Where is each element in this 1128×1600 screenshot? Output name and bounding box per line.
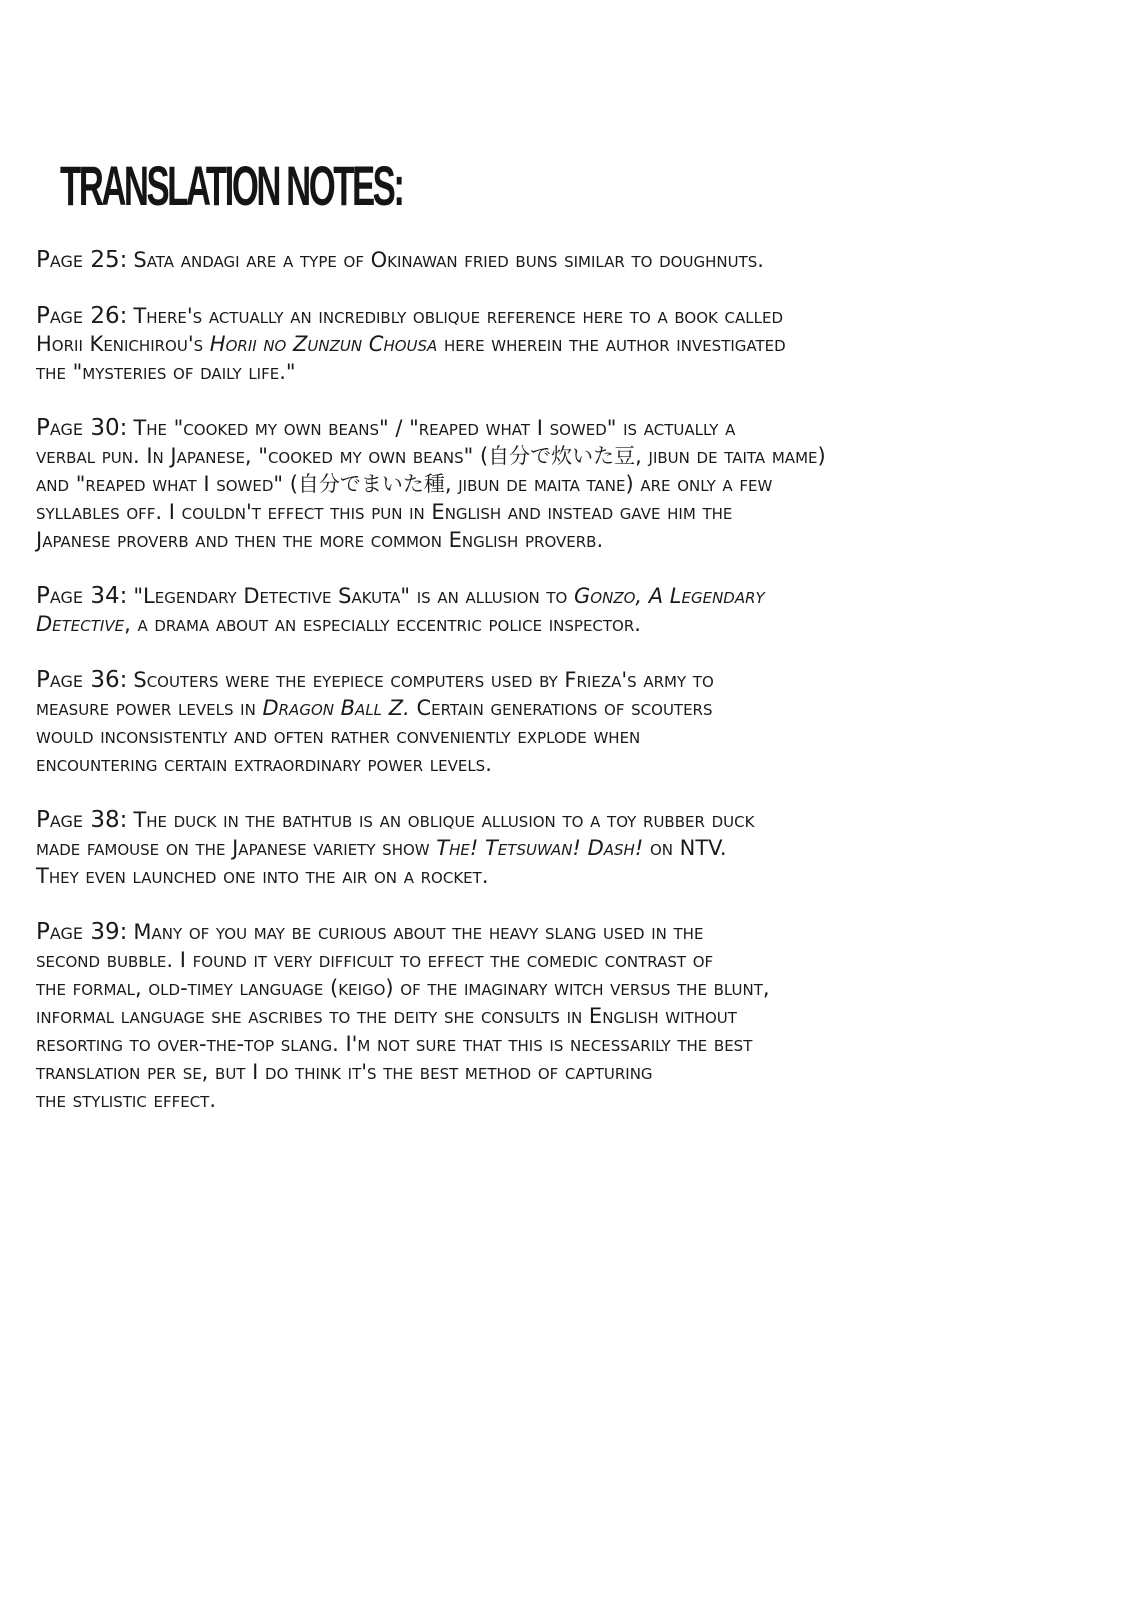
note-page-label: Page 36: <box>36 667 128 693</box>
note-line <box>36 1030 966 1058</box>
note-line <box>36 414 966 442</box>
note-line <box>36 526 966 554</box>
translation-note <box>36 302 966 386</box>
note-line <box>36 666 966 694</box>
note-title-reference: Detective <box>36 612 125 636</box>
note-text: second bubble. I found it very difficult to effect the comedic contrast of <box>36 948 714 972</box>
note-page-label: Page 26: <box>36 303 128 329</box>
note-text: The duck in the bathtub is an oblique allusion to a toy rubber duck <box>133 808 755 832</box>
note-text: , a drama about an especially eccentric police inspector. <box>124 612 641 636</box>
note-line <box>36 862 966 890</box>
note-text: There's actually an incredibly oblique reference here to a book called <box>133 304 784 328</box>
note-page-label: Page 34: <box>36 583 128 609</box>
note-text: The "cooked my own beans" / "reaped what I sowed" is actually a <box>133 416 736 440</box>
note-title-reference: The! Tetsuwan! Dash! <box>436 836 644 860</box>
translation-note <box>36 806 966 890</box>
note-text: informal language she ascribes to the deity she consults in English without <box>36 1004 737 1028</box>
note-line <box>36 1002 966 1030</box>
note-text: "Legendary Detective Sakuta" is an allusion to <box>133 584 575 608</box>
translation-note <box>36 582 966 638</box>
page-title: TRANSLATION NOTES: <box>60 154 403 217</box>
note-text: verbal pun. In Japanese, "cooked my own beans" (自分で炊いた豆, jibun de taita mame) <box>36 444 826 468</box>
translation-note <box>36 246 966 274</box>
note-line <box>36 442 966 470</box>
note-page-label: Page 30: <box>36 415 128 441</box>
note-text: the stylistic effect. <box>36 1088 217 1112</box>
note-line <box>36 750 966 778</box>
note-text: measure power levels in <box>36 696 263 720</box>
note-text: Many of you may be curious about the heavy slang used in the <box>133 920 704 944</box>
note-text: Certain generations of scouters <box>409 696 713 720</box>
note-line <box>36 1086 966 1114</box>
note-title-reference: Dragon Ball Z. <box>262 696 410 720</box>
note-line <box>36 694 966 722</box>
note-line <box>36 918 966 946</box>
translation-note <box>36 414 966 554</box>
note-line <box>36 330 966 358</box>
note-line <box>36 610 966 638</box>
note-text: the formal, old-timey language (keigo) of the imaginary witch versus the blunt, <box>36 976 770 1000</box>
note-page-label: Page 38: <box>36 807 128 833</box>
note-line <box>36 246 966 274</box>
note-line <box>36 834 966 862</box>
note-line <box>36 302 966 330</box>
note-text: translation per se, but I do think it's the best method of capturing <box>36 1060 653 1084</box>
note-line <box>36 806 966 834</box>
note-text: Japanese proverb and then the more common English proverb. <box>36 528 604 552</box>
note-line <box>36 722 966 750</box>
note-text: They even launched one into the air on a rocket. <box>36 864 489 888</box>
note-title-reference: Horii no Zunzun Chousa <box>209 332 438 356</box>
note-line <box>36 946 966 974</box>
translation-note <box>36 666 966 778</box>
note-text: Scouters were the eyepiece computers used by Frieza's army to <box>133 668 714 692</box>
note-text: made famouse on the Japanese variety show <box>36 836 437 860</box>
translation-note <box>36 918 966 1114</box>
note-text: would inconsistently and often rather conveniently explode when <box>36 724 641 748</box>
note-title-reference: Gonzo, A Legendary <box>574 584 765 608</box>
note-line <box>36 974 966 1002</box>
note-text: encountering certain extraordinary power levels. <box>36 752 492 776</box>
note-line <box>36 498 966 526</box>
note-text: syllables off. I couldn't effect this pun in English and instead gave him the <box>36 500 733 524</box>
note-line <box>36 470 966 498</box>
note-text: Horii Kenichirou's <box>36 332 210 356</box>
note-line <box>36 1058 966 1086</box>
note-text: Sata andagi are a type of Okinawan fried buns similar to doughnuts. <box>133 248 764 272</box>
note-text: the "mysteries of daily life." <box>36 360 296 384</box>
note-text: here wherein the author investigated <box>437 332 786 356</box>
note-page-label: Page 25: <box>36 247 128 273</box>
note-page-label: Page 39: <box>36 919 128 945</box>
note-text: resorting to over-the-top slang. I'm not sure that this is necessarily the best <box>36 1032 753 1056</box>
notes-list <box>36 246 966 1142</box>
note-line <box>36 358 966 386</box>
note-line <box>36 582 966 610</box>
note-text: and "reaped what I sowed" (自分でまいた種, jibun de maita tane) are only a few <box>36 472 773 496</box>
note-text: on NTV. <box>643 836 727 860</box>
